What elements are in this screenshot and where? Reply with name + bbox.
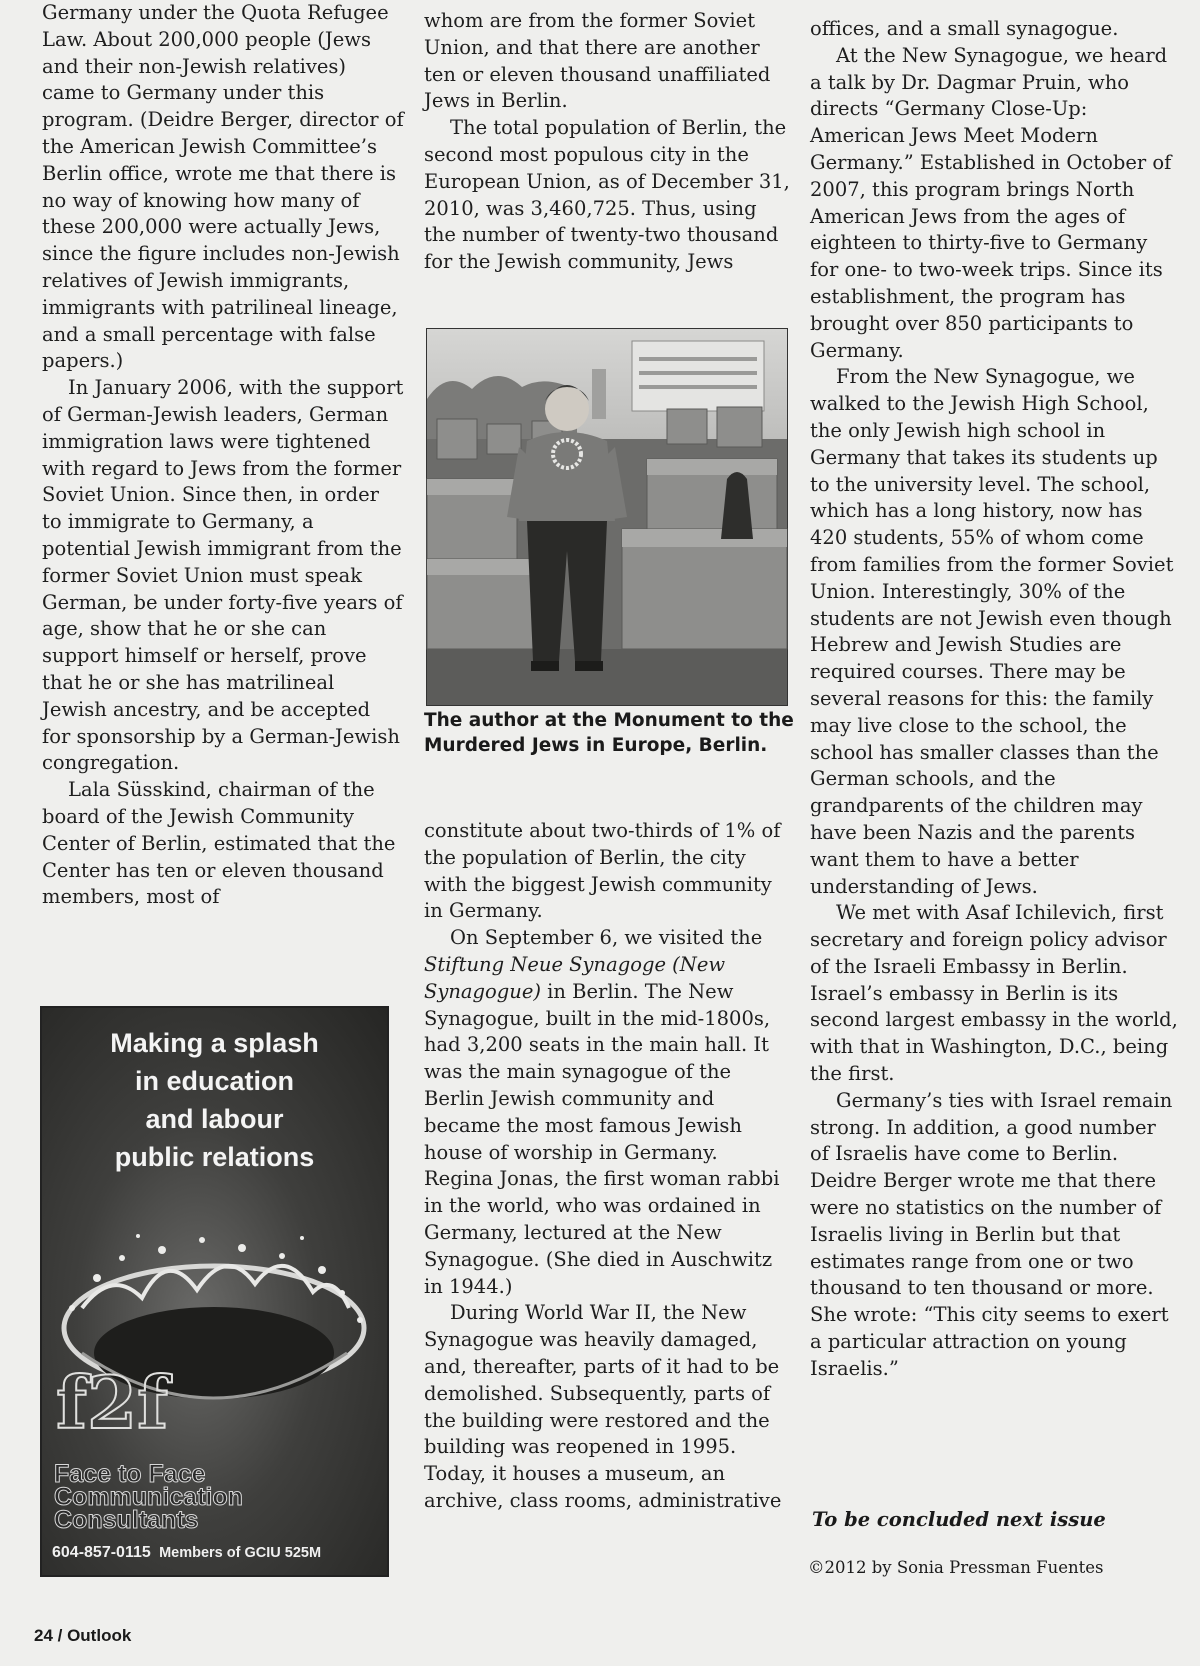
text-run: in Berlin. The New Synagogue, built in the mid-1800s, had 3,200 seats in the main hall. It was the main synagogue of the Berlin Jewish community and became the most famous Jewish house of worship in Germany. Regina Jonas, the first woman rabbi in the world, who was ordained in Germany, lectured at the New Synagogue. (She died in Auschwitz in 1944.): [424, 979, 780, 1298]
paragraph: During World War II, the New Synagogue was heavily damaged, and, thereafter, parts of it had to be demolished. Subsequently, parts of the building were restored and the building was reopened in 1995. Today, it houses a museum, an archive, class rooms, administrative: [424, 1301, 782, 1512]
membership-text: Members of GCIU 525M: [159, 1545, 322, 1561]
copyright-line: ©2012 by Sonia Pressman Fuentes: [808, 1558, 1104, 1577]
company-name: Face to Face Communication Consultants: [54, 1460, 243, 1534]
left-column: [42, 0, 404, 911]
paragraph: We met with Asaf Ichilevich, first secretary and foreign policy advisor of the Israeli Embassy in Berlin. Israel’s embassy in Berlin is its second largest embassy in the world, with that in Washington, D.C., being the first.: [810, 901, 1178, 1086]
paragraph: From the New Synagogue, we walked to the Jewish High School, the only Jewish high school in Germany that takes its students up to the university level. The school, which has a long history, now has 420 students, 55% of whom come from families from the former Soviet Union. Interestingly, 30% of the students are not Jewish even though Hebrew and Jewish Studies are required courses. There may be several reasons for this: the family may live close to the school, the school has smaller classes than the German schools, and the grandparents of the children may have been Nazis and the parents want them to have a better understanding of Jews.: [810, 365, 1174, 898]
paragraph: whom are from the former Soviet Union, and that there are another ten or eleven thousand unaffiliated Jews in Berlin.: [424, 9, 771, 113]
f2f-logo: [56, 1360, 169, 1454]
ad-headline: Making a splash in education and labour public relations: [110, 1028, 319, 1172]
paragraph: offices, and a small synagogue.: [810, 17, 1119, 40]
middle-column-bottom: [424, 818, 790, 1515]
continued-notice: To be concluded next issue: [812, 1508, 1106, 1531]
logo-text: f2f: [56, 1360, 169, 1445]
advertisement: [40, 1006, 389, 1577]
paragraph: In January 2006, with the support of German-Jewish leaders, German immigration laws were tightened with regard to Jews from the former Soviet Union. Since then, in order to immigrate to Germany, a potential Jewish immigrant from the former Soviet Union must speak German, be under forty-five years of age, show that he or she can support himself or herself, prove that he or she has matrilineal Jewish ancestry, and be accepted for sponsorship by a German-Jewish congregation.: [42, 376, 404, 775]
ad-contact: [52, 1544, 382, 1562]
paragraph: Germany’s ties with Israel remain strong. In addition, a good number of Israelis have come to Berlin. Deidre Berger wrote me that there were no statistics on the number of Israelis living in Berlin but that estimates range from one or two thousand to ten thousand or more. She wrote: “This city seems to exert a particular attraction on young Israelis.”: [810, 1088, 1173, 1380]
right-column: [810, 16, 1180, 1383]
paragraph: Lala Süsskind, chairman of the board of the Jewish Community Center of Berlin, estimated that the Center has ten or eleven thousand members, most of: [42, 778, 396, 909]
phone-number: 604-857-0115: [52, 1544, 151, 1561]
author-photo: [426, 328, 788, 706]
middle-column-top: [424, 8, 790, 276]
monument-photo-illustration: [427, 329, 787, 705]
paragraph: The total population of Berlin, the second most populous city in the European Union, as of December 31, 2010, was 3,460,725. Thus, using the number of twenty-two thousand for the Jewish community, Jews: [424, 116, 790, 274]
paragraph: Germany under the Quota Refugee Law. About 200,000 people (Jews and their non-Jewish relatives) came to Germany under this program. (Deidre Berger, director of the American Jewish Committee’s Berlin office, wrote me that there is no way of knowing how many of these 200,000 were actually Jews, since the figure includes non-Jewish relatives of Jewish immigrants, immigrants with patrilineal lineage, and a small percentage with false papers.): [42, 1, 404, 373]
paragraph: [424, 925, 790, 1300]
paragraph: constitute about two-thirds of 1% of the population of Berlin, the city with the biggest Jewish community in Germany.: [424, 819, 781, 923]
paragraph: At the New Synagogue, we heard a talk by Dr. Dagmar Pruin, who directs “Germany Close-Up: American Jews Meet Modern Germany.” Established in October of 2007, this program brings North American Jews from the ages of eighteen to thirty-five to Germany for one- to two-week trips. Since its establishment, the program has brought over 850 participants to Germany.: [810, 43, 1172, 362]
text-run: On September 6, we visited the: [450, 926, 763, 950]
page-footer: 24 / Outlook: [34, 1626, 132, 1645]
italic-name: Stiftung Neue Synagoge (New Synagogue): [424, 952, 726, 1003]
photo-caption: The author at the Monument to the Murdered Jews in Europe, Berlin.: [424, 710, 794, 756]
